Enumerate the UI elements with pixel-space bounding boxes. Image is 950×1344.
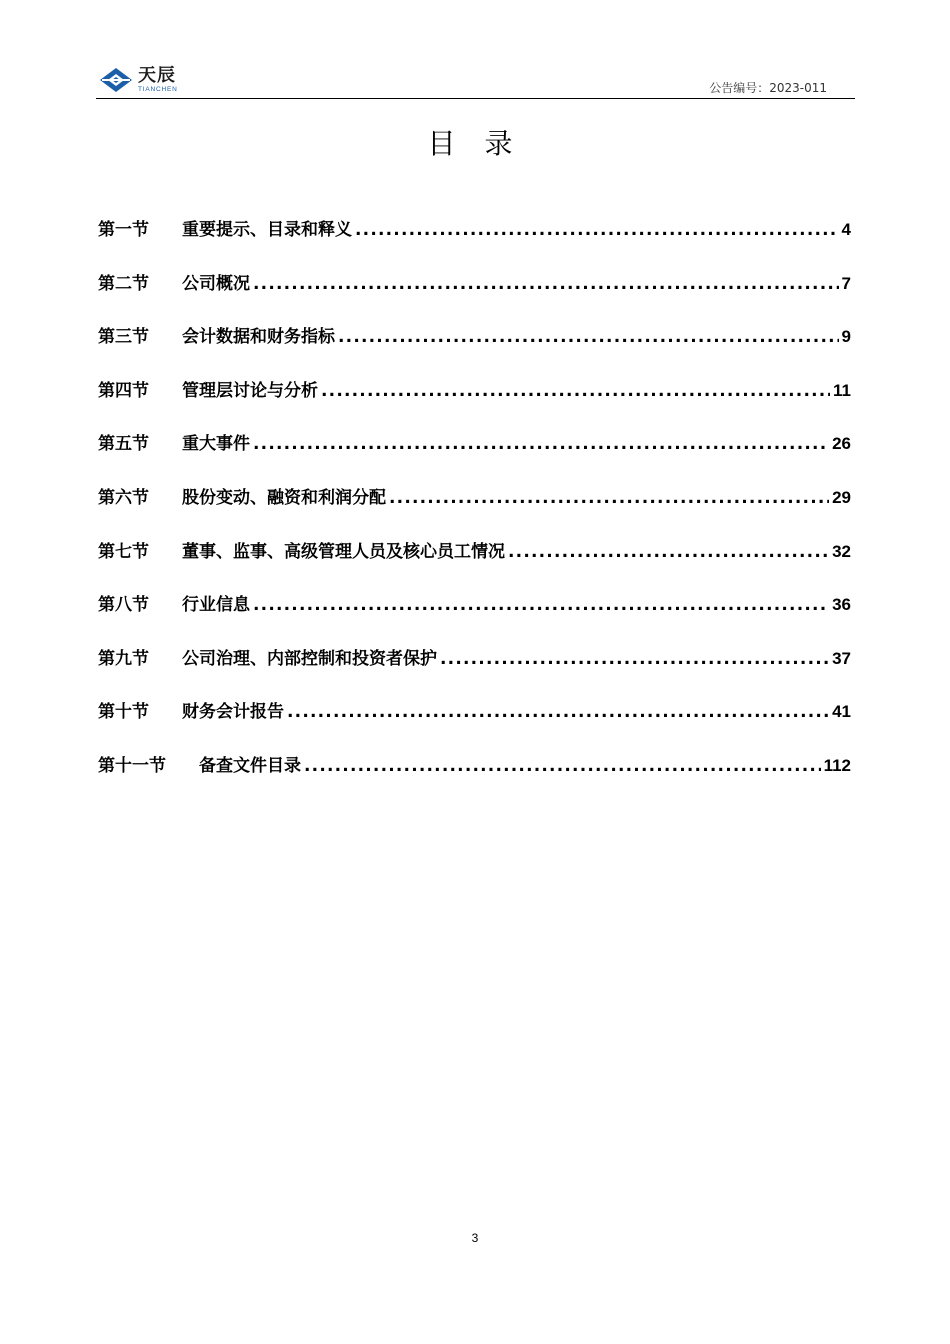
toc-page-number: 32 (832, 541, 851, 561)
toc-section-number: 第二节 (98, 273, 149, 294)
toc-page-number: 29 (832, 487, 851, 507)
toc-leader-dots (508, 538, 829, 566)
toc-leader-dots (321, 377, 830, 405)
toc-section-title: 会计数据和财务指标 (182, 327, 335, 348)
toc-section-title: 董事、监事、高级管理人员及核心员工情况 (182, 541, 505, 562)
toc-section-title: 公司概况 (182, 273, 250, 294)
tianchen-logo-icon (99, 67, 133, 93)
toc-section-title: 重大事件 (182, 434, 250, 455)
toc-section-title: 行业信息 (182, 595, 250, 616)
toc-section-number: 第三节 (98, 327, 149, 348)
toc-section-number: 第四节 (98, 380, 149, 401)
toc-leader-dots (253, 591, 829, 619)
toc-page-number: 9 (841, 327, 851, 347)
toc-section-number: 第九节 (98, 648, 149, 669)
toc-entry[interactable] (98, 645, 851, 699)
toc-section-number: 第七节 (98, 541, 149, 562)
toc-section-number: 第五节 (98, 434, 149, 455)
toc-entry[interactable] (98, 430, 851, 484)
page-header (96, 62, 855, 99)
toc-section-number: 第八节 (98, 595, 149, 616)
toc-section-title: 重要提示、目录和释义 (182, 220, 352, 240)
toc-page-number: 112 (823, 755, 851, 775)
toc-leader-dots (253, 430, 829, 458)
toc-section-title: 财务会计报告 (182, 702, 284, 723)
toc-leader-dots (338, 323, 839, 351)
toc-page-number: 11 (833, 380, 851, 400)
table-of-contents (98, 216, 851, 806)
toc-entry[interactable] (98, 484, 851, 538)
toc-entry[interactable] (98, 538, 851, 592)
toc-entry[interactable] (98, 377, 851, 431)
toc-section-number: 第一节 (98, 220, 149, 240)
toc-section-title: 股份变动、融资和利润分配 (182, 487, 386, 508)
toc-leader-dots (304, 752, 821, 780)
toc-entry[interactable] (98, 698, 851, 752)
toc-page-number: 26 (832, 434, 851, 454)
toc-section-title: 公司治理、内部控制和投资者保护 (182, 648, 437, 669)
toc-leader-dots (355, 216, 839, 244)
toc-section-number: 第十节 (98, 702, 149, 723)
toc-entry[interactable] (98, 270, 851, 324)
toc-entry[interactable] (98, 752, 851, 806)
company-logo (99, 65, 178, 95)
toc-entry[interactable] (98, 323, 851, 377)
toc-page-number: 37 (832, 648, 851, 668)
footer-page-number: 3 (471, 1231, 479, 1245)
toc-section-title: 管理层讨论与分析 (182, 380, 318, 401)
logo-chinese-name: 天辰 (138, 64, 176, 86)
toc-section-title: 备查文件目录 (199, 755, 301, 776)
page-title: 目 录 (427, 127, 523, 160)
toc-page-number: 41 (832, 702, 851, 722)
toc-leader-dots (389, 484, 829, 512)
toc-page-number: 36 (832, 595, 851, 615)
logo-english-name: TIANCHEN (138, 85, 178, 93)
announcement-number: 公告编号：2023-011 (709, 81, 827, 95)
toc-section-number: 第六节 (98, 487, 149, 508)
toc-section-number: 第十一节 (98, 755, 166, 776)
toc-page-number: 4 (841, 220, 851, 239)
toc-leader-dots (287, 698, 829, 726)
toc-leader-dots (253, 270, 839, 298)
toc-entry[interactable] (98, 216, 851, 270)
logo-text (138, 64, 178, 94)
toc-leader-dots (440, 645, 829, 673)
toc-entry[interactable] (98, 591, 851, 645)
toc-page-number: 7 (841, 273, 851, 293)
